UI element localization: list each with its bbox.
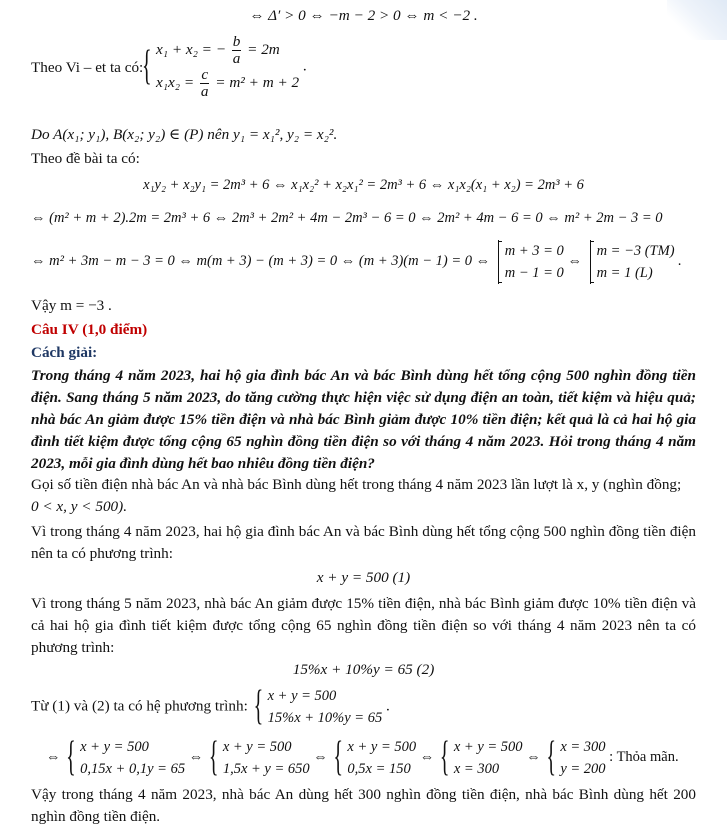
equation-pt2: 15%x + 10%y = 65 (2) — [292, 661, 435, 678]
problem-statement: Trong tháng 4 năm 2023, hai hộ gia đình bác An và bác Bình dùng hết tổng cộng 500 nghìn đồng tiền điện. Sang tháng 5 năm 2023, do tăng cường thực hiện việc sử dụng điện an toàn, tiết kiệm và hiệu quả; nhà bác An giảm được 15% tiền điện và nhà bác Bình giảm được 10% tiền điện; kết quả là cả hai hộ gia đình tiết kiệm được tổng cộng 65 nghìn đồng tiền điện so với tháng 4 năm 2023. Hỏi trong tháng 4 năm 2023, mỗi gia đình dùng hết bao nhiêu đồng tiền điện? — [31, 367, 696, 472]
vieta-product: x₁x₂ = $\frac{c}{a}$ = m² + m + 2 — [156, 66, 300, 100]
final-answer: Vậy trong tháng 4 năm 2023, nhà bác An dùng hết 300 nghìn đồng tiền điện, nhà bác Bình dùng hết 200 nghìn đồng tiền điện. — [31, 786, 696, 825]
question-heading: Câu IV (1,0 điểm) — [31, 321, 148, 338]
equation-2: ⇔ (m² + m + 2).2m = 2m³ + 6 ⇔ 2m³ + 2m² + 4m − 2m³ − 6 = 0 ⇔ 2m² + 4m − 6 = 0 ⇔ m² + 2m − 3 = 0 — [31, 210, 663, 226]
solution-label: Cách giải: — [31, 344, 98, 361]
vieta-sum: { x₁ + x₂ = − $\frac{b}{a}$ = 2m — [156, 33, 280, 67]
solving-chain: ⇔ { x + y = 500 0,15x + 0,1y = 65 ⇔ { x + y = 500 1,5x + y = 650 ⇔ { x + y = 500 0,5x = 150 ⇔ { x + y = 500 x = 300 ⇔ { x = 300 y = 200 : Thỏa mãn. — [46, 736, 679, 780]
system-line: Từ (1) và (2) ta có hệ phương trình: { x + y = 500 15%x + 10%y = 65 . — [31, 685, 390, 729]
fraction-b-over-a: $\frac{b}{a}$ — [232, 33, 241, 67]
cases-result: m = −3 (TM) m = 1 (L) — [590, 240, 675, 284]
fraction-c-over-a: $\frac{c}{a}$ — [200, 66, 209, 100]
equation-pt1: x + y = 500 (1) — [316, 569, 411, 586]
cases-factor: m + 3 = 0 m − 1 = 0 — [498, 240, 564, 284]
conclusion-m: Vậy m = −3 . — [31, 297, 112, 314]
equation-3: ⇔ m² + 3m − m − 3 = 0 ⇔ m(m + 3) − (m + 3) = 0 ⇔ (m + 3)(m − 1) = 0 ⇔ m + 3 = 0 m − 1 = 0 ⇔ m = −3 (TM) m = 1 (L) . — [31, 240, 682, 284]
condition-line: ⇔ Δ′ > 0 ⇔ −m − 2 > 0 ⇔ m < −2 . — [249, 7, 478, 24]
chain-system-5: { x = 300 y = 200 — [548, 736, 605, 780]
vieta-system: { x₁ + x₂ = − $\frac{b}{a}$ = 2m x₁x₂ = $\frac{c}{a}$ = m² + m + 2 . — [140, 34, 307, 100]
reason-1: Vì trong tháng 4 năm 2023, hai hộ gia đình bác An và bác Bình dùng hết tổng cộng 500 nghìn đồng tiền điện nên ta có phương trình: — [31, 523, 696, 562]
given-intro: Theo đề bài ta có: — [31, 150, 140, 167]
system-of-equations: { x + y = 500 15%x + 10%y = 65 — [256, 685, 383, 729]
let-line-1: Gọi số tiền điện nhà bác An và nhà bác Bình dùng hết trong tháng 4 năm 2023 lần lượt là x, y (nghìn đồng; — [31, 476, 682, 493]
reason-2: Vì trong tháng 5 năm 2023, nhà bác An giảm được 15% tiền điện, nhà bác Bình giảm được 10% tiền điện và cả hai hộ gia đình tiết kiệm được tổng cộng 65 nghìn đồng tiền điện so với tháng 4 năm 2023 nên ta có phương trình: — [31, 595, 696, 656]
points-line: Do A(x₁; y₁), B(x₂; y₂) ∈ (P) nên y₁ = x₁², y₂ = x₂². — [31, 126, 338, 143]
let-line-2: 0 < x, y < 500). — [31, 498, 127, 515]
chain-system-2: { x + y = 500 1,5x + y = 650 — [211, 736, 310, 780]
chain-system-3: { x + y = 500 0,5x = 150 — [335, 736, 416, 780]
chain-system-1: { x + y = 500 0,15x + 0,1y = 65 — [68, 736, 185, 780]
equation-1: x₁y₂ + x₂y₁ = 2m³ + 6 ⇔ x₁x₂² + x₂x₁² = 2m³ + 6 ⇔ x₁x₂(x₁ + x₂) = 2m³ + 6 — [143, 177, 584, 193]
chain-system-4: { x + y = 500 x = 300 — [442, 736, 523, 780]
vieta-intro: Theo Vi – et ta có: — [31, 59, 144, 76]
